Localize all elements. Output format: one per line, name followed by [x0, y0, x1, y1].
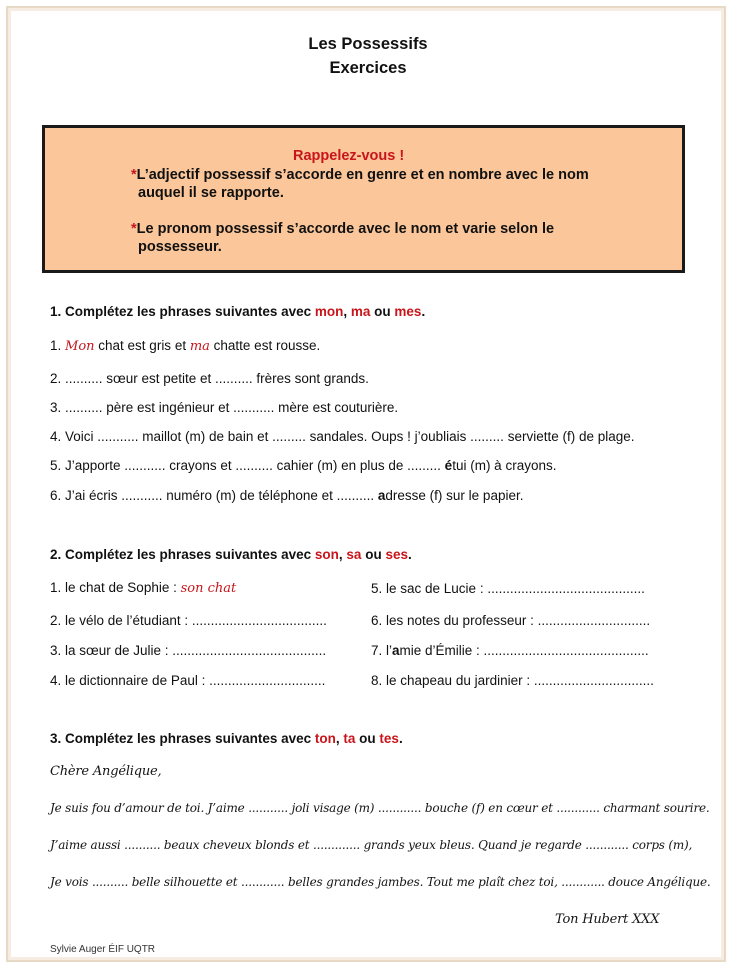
reminder-heading: Rappelez-vous !: [293, 148, 405, 164]
letter-signature: Ton Hubert XXX: [555, 912, 660, 927]
star-marker: *: [131, 167, 137, 183]
handwritten-answer: Mon: [65, 339, 95, 354]
letter-line-2: J’aime aussi .......... beaux cheveux blonds et ............. grands yeux bleus. Quand je regarde ............ corps (m),: [50, 838, 693, 852]
page-title: Les Possessifs: [308, 35, 428, 53]
star-marker: *: [131, 221, 137, 237]
page-subtitle: Exercices: [329, 59, 407, 77]
exercise-1-item-3: 3. .......... père est ingénieur et ........... mère est couturière.: [50, 400, 399, 415]
rule-1-cont: auquel il se rapporte.: [138, 185, 284, 201]
letter-line-1: Je suis fou d’amour de toi. J’aime ........... joli visage (m) ............ bouche (f) en cœur et ............ charmant sourire.: [50, 801, 710, 815]
section-3-heading: 3. Complétez les phrases suivantes avec ton, ta ou tes.: [50, 731, 403, 746]
reminder-box: [42, 125, 685, 273]
rule-2: *Le pronom possessif s’accorde avec le nom et varie selon le: [131, 221, 555, 237]
exercise-2-item-6: 6. les notes du professeur : ..............................: [371, 613, 651, 628]
exercise-1-item-5: 5. J’apporte ........... crayons et .......... cahier (m) en plus de ......... étui (m) à crayons.: [50, 458, 557, 473]
letter-line-3: Je vois .......... belle silhouette et ............ belles grandes jambes. Tout me plaît chez toi, ............ douce Angélique.: [50, 875, 711, 889]
section-2-heading: 2. Complétez les phrases suivantes avec son, sa ou ses.: [50, 547, 412, 562]
rule-1: *L’adjectif possessif s’accorde en genre et en nombre avec le nom: [131, 167, 589, 183]
exercise-2-item-8: 8. le chapeau du jardinier : ................................: [371, 673, 654, 688]
exercise-2-item-7: 7. l’amie d’Émilie : ............................................: [371, 643, 649, 658]
exercise-1-item-1: 1. Mon chat est gris et ma chatte est rousse.: [50, 338, 321, 354]
exercise-2-item-2: 2. le vélo de l’étudiant : ....................................: [50, 613, 327, 628]
exercise-2-item-3: 3. la sœur de Julie : .........................................: [50, 643, 327, 658]
letter-greeting: Chère Angélique,: [50, 764, 162, 779]
exercise-1-item-2: 2. .......... sœur est petite et .......... frères sont grands.: [50, 371, 369, 386]
rule-2-cont: possesseur.: [138, 239, 222, 255]
exercise-2-item-4: 4. le dictionnaire de Paul : ...............................: [50, 673, 326, 688]
handwritten-answer: son chat: [180, 581, 237, 596]
handwritten-answer: ma: [189, 339, 210, 354]
exercise-1-item-6: 6. J’ai écris ........... numéro (m) de téléphone et .......... adresse (f) sur le papier.: [50, 488, 524, 503]
section-1-heading: 1. Complétez les phrases suivantes avec mon, ma ou mes.: [50, 304, 426, 319]
exercise-2-item-1: 1. le chat de Sophie : son chat: [50, 580, 237, 596]
exercise-1-item-4: 4. Voici ........... maillot (m) de bain et ......... sandales. Oups ! j’oubliais ......... serviette (f) de plage.: [50, 429, 635, 444]
exercise-2-item-5: 5. le sac de Lucie : ..........................................: [371, 581, 645, 596]
footer-credit: Sylvie Auger ÉIF UQTR: [50, 944, 156, 955]
